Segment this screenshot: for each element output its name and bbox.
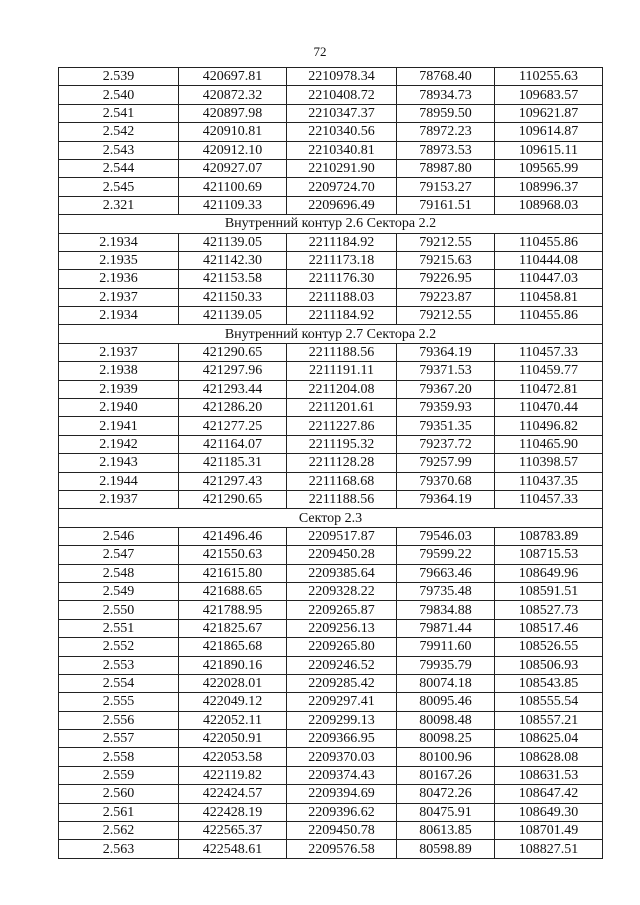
table-row: [59, 564, 603, 582]
y-coordinate-cell: 2210340.56: [287, 123, 397, 141]
y-local-cell: 110472.81: [495, 380, 603, 398]
coordinates-table-body: [59, 68, 603, 859]
y-local-cell: 108557.21: [495, 711, 603, 729]
x-coordinate-cell: 422428.19: [179, 803, 287, 821]
point-number-cell: 2.1935: [59, 251, 179, 269]
x-coordinate-cell: 421150.33: [179, 288, 287, 306]
table-row: [59, 399, 603, 417]
point-number-cell: 2.1942: [59, 435, 179, 453]
point-number-cell: 2.1934: [59, 233, 179, 251]
x-coordinate-cell: 421788.95: [179, 601, 287, 619]
point-number-cell: 2.562: [59, 822, 179, 840]
x-local-cell: 79911.60: [397, 638, 495, 656]
point-number-cell: 2.561: [59, 803, 179, 821]
section-header-row: [59, 325, 603, 343]
x-local-cell: 79546.03: [397, 527, 495, 545]
y-local-cell: 109614.87: [495, 123, 603, 141]
y-local-cell: 108715.53: [495, 546, 603, 564]
table-row: [59, 86, 603, 104]
x-local-cell: 80167.26: [397, 766, 495, 784]
point-number-cell: 2.547: [59, 546, 179, 564]
table-row: [59, 619, 603, 637]
x-local-cell: 78934.73: [397, 86, 495, 104]
x-local-cell: 79871.44: [397, 619, 495, 637]
section-header: Внутренний контур 2.6 Сектора 2.2: [59, 215, 603, 233]
y-local-cell: 108968.03: [495, 196, 603, 214]
point-number-cell: 2.551: [59, 619, 179, 637]
y-local-cell: 110437.35: [495, 472, 603, 490]
table-row: [59, 785, 603, 803]
point-number-cell: 2.563: [59, 840, 179, 858]
x-coordinate-cell: 421550.63: [179, 546, 287, 564]
y-coordinate-cell: 2210347.37: [287, 104, 397, 122]
x-coordinate-cell: 422049.12: [179, 693, 287, 711]
y-coordinate-cell: 2209374.43: [287, 766, 397, 784]
y-coordinate-cell: 2211176.30: [287, 270, 397, 288]
section-header: Сектор 2.3: [59, 509, 603, 527]
table-row: [59, 435, 603, 453]
y-local-cell: 110459.77: [495, 362, 603, 380]
x-coordinate-cell: 421153.58: [179, 270, 287, 288]
x-coordinate-cell: 421139.05: [179, 307, 287, 325]
table-row: [59, 288, 603, 306]
table-row: [59, 362, 603, 380]
x-coordinate-cell: 420872.32: [179, 86, 287, 104]
point-number-cell: 2.1937: [59, 343, 179, 361]
x-local-cell: 80472.26: [397, 785, 495, 803]
x-local-cell: 78959.50: [397, 104, 495, 122]
y-coordinate-cell: 2211227.86: [287, 417, 397, 435]
table-row: [59, 454, 603, 472]
y-coordinate-cell: 2211204.08: [287, 380, 397, 398]
table-row: [59, 730, 603, 748]
x-coordinate-cell: 421185.31: [179, 454, 287, 472]
y-local-cell: 108631.53: [495, 766, 603, 784]
y-coordinate-cell: 2209696.49: [287, 196, 397, 214]
x-local-cell: 79364.19: [397, 343, 495, 361]
x-coordinate-cell: 421286.20: [179, 399, 287, 417]
point-number-cell: 2.558: [59, 748, 179, 766]
point-number-cell: 2.1944: [59, 472, 179, 490]
y-coordinate-cell: 2209285.42: [287, 674, 397, 692]
y-local-cell: 108783.89: [495, 527, 603, 545]
y-local-cell: 110444.08: [495, 251, 603, 269]
point-number-cell: 2.1943: [59, 454, 179, 472]
x-local-cell: 79212.55: [397, 233, 495, 251]
x-coordinate-cell: 420912.10: [179, 141, 287, 159]
section-header-row: [59, 509, 603, 527]
y-coordinate-cell: 2209450.28: [287, 546, 397, 564]
y-local-cell: 110457.33: [495, 490, 603, 508]
x-coordinate-cell: 421290.65: [179, 343, 287, 361]
x-local-cell: 79153.27: [397, 178, 495, 196]
y-coordinate-cell: 2211184.92: [287, 307, 397, 325]
y-local-cell: 110447.03: [495, 270, 603, 288]
table-row: [59, 840, 603, 858]
x-coordinate-cell: 420697.81: [179, 68, 287, 86]
point-number-cell: 2.549: [59, 582, 179, 600]
y-coordinate-cell: 2209394.69: [287, 785, 397, 803]
y-coordinate-cell: 2211188.03: [287, 288, 397, 306]
y-coordinate-cell: 2209246.52: [287, 656, 397, 674]
point-number-cell: 2.555: [59, 693, 179, 711]
point-number-cell: 2.1938: [59, 362, 179, 380]
x-local-cell: 79834.88: [397, 601, 495, 619]
x-coordinate-cell: 421142.30: [179, 251, 287, 269]
table-row: [59, 472, 603, 490]
x-local-cell: 78972.23: [397, 123, 495, 141]
point-number-cell: 2.544: [59, 159, 179, 177]
y-local-cell: 108555.54: [495, 693, 603, 711]
point-number-cell: 2.552: [59, 638, 179, 656]
point-number-cell: 2.321: [59, 196, 179, 214]
x-local-cell: 79226.95: [397, 270, 495, 288]
x-local-cell: 80098.48: [397, 711, 495, 729]
table-row: [59, 417, 603, 435]
x-local-cell: 79212.55: [397, 307, 495, 325]
coordinates-table: [58, 67, 603, 859]
y-local-cell: 108526.55: [495, 638, 603, 656]
y-coordinate-cell: 2209265.80: [287, 638, 397, 656]
x-coordinate-cell: 422548.61: [179, 840, 287, 858]
x-coordinate-cell: 421688.65: [179, 582, 287, 600]
y-coordinate-cell: 2211201.61: [287, 399, 397, 417]
point-number-cell: 2.1939: [59, 380, 179, 398]
x-coordinate-cell: 421164.07: [179, 435, 287, 453]
y-coordinate-cell: 2209370.03: [287, 748, 397, 766]
y-local-cell: 110465.90: [495, 435, 603, 453]
table-row: [59, 527, 603, 545]
y-local-cell: 108543.85: [495, 674, 603, 692]
y-local-cell: 108625.04: [495, 730, 603, 748]
y-local-cell: 109565.99: [495, 159, 603, 177]
table-row: [59, 638, 603, 656]
x-local-cell: 79370.68: [397, 472, 495, 490]
x-local-cell: 80074.18: [397, 674, 495, 692]
x-local-cell: 80098.25: [397, 730, 495, 748]
y-coordinate-cell: 2210978.34: [287, 68, 397, 86]
point-number-cell: 2.540: [59, 86, 179, 104]
x-local-cell: 79599.22: [397, 546, 495, 564]
y-local-cell: 110457.33: [495, 343, 603, 361]
table-row: [59, 656, 603, 674]
table-row: [59, 766, 603, 784]
x-coordinate-cell: 422119.82: [179, 766, 287, 784]
y-coordinate-cell: 2209256.13: [287, 619, 397, 637]
table-row: [59, 601, 603, 619]
x-local-cell: 79161.51: [397, 196, 495, 214]
y-local-cell: 110496.82: [495, 417, 603, 435]
y-local-cell: 110255.63: [495, 68, 603, 86]
y-local-cell: 108827.51: [495, 840, 603, 858]
table-row: [59, 803, 603, 821]
point-number-cell: 2.1940: [59, 399, 179, 417]
table-row: [59, 159, 603, 177]
x-coordinate-cell: 421139.05: [179, 233, 287, 251]
y-coordinate-cell: 2209450.78: [287, 822, 397, 840]
point-number-cell: 2.557: [59, 730, 179, 748]
y-local-cell: 108701.49: [495, 822, 603, 840]
point-number-cell: 2.553: [59, 656, 179, 674]
y-coordinate-cell: 2209328.22: [287, 582, 397, 600]
x-local-cell: 79215.63: [397, 251, 495, 269]
x-local-cell: 80598.89: [397, 840, 495, 858]
table-row: [59, 674, 603, 692]
x-coordinate-cell: 421496.46: [179, 527, 287, 545]
point-number-cell: 2.550: [59, 601, 179, 619]
y-coordinate-cell: 2209385.64: [287, 564, 397, 582]
point-number-cell: 2.546: [59, 527, 179, 545]
y-coordinate-cell: 2211168.68: [287, 472, 397, 490]
x-coordinate-cell: 422565.37: [179, 822, 287, 840]
y-coordinate-cell: 2211191.11: [287, 362, 397, 380]
y-local-cell: 110470.44: [495, 399, 603, 417]
x-local-cell: 79935.79: [397, 656, 495, 674]
table-row: [59, 68, 603, 86]
y-local-cell: 108517.46: [495, 619, 603, 637]
point-number-cell: 2.542: [59, 123, 179, 141]
y-coordinate-cell: 2211195.32: [287, 435, 397, 453]
point-number-cell: 2.541: [59, 104, 179, 122]
y-local-cell: 108591.51: [495, 582, 603, 600]
x-local-cell: 79367.20: [397, 380, 495, 398]
table-row: [59, 123, 603, 141]
y-coordinate-cell: 2210291.90: [287, 159, 397, 177]
point-number-cell: 2.554: [59, 674, 179, 692]
y-coordinate-cell: 2209299.13: [287, 711, 397, 729]
x-local-cell: 79735.48: [397, 582, 495, 600]
y-local-cell: 110458.81: [495, 288, 603, 306]
x-coordinate-cell: 420910.81: [179, 123, 287, 141]
y-local-cell: 110455.86: [495, 307, 603, 325]
table-row: [59, 196, 603, 214]
x-local-cell: 79223.87: [397, 288, 495, 306]
table-row: [59, 582, 603, 600]
y-coordinate-cell: 2209724.70: [287, 178, 397, 196]
x-coordinate-cell: 422028.01: [179, 674, 287, 692]
x-coordinate-cell: 421293.44: [179, 380, 287, 398]
section-header-row: [59, 215, 603, 233]
x-local-cell: 80095.46: [397, 693, 495, 711]
table-row: [59, 546, 603, 564]
x-local-cell: 78973.53: [397, 141, 495, 159]
table-row: [59, 380, 603, 398]
y-coordinate-cell: 2211188.56: [287, 343, 397, 361]
table-row: [59, 307, 603, 325]
y-local-cell: 108506.93: [495, 656, 603, 674]
y-local-cell: 110398.57: [495, 454, 603, 472]
x-local-cell: 80613.85: [397, 822, 495, 840]
x-local-cell: 79364.19: [397, 490, 495, 508]
point-number-cell: 2.1934: [59, 307, 179, 325]
point-number-cell: 2.543: [59, 141, 179, 159]
x-coordinate-cell: 421865.68: [179, 638, 287, 656]
section-header: Внутренний контур 2.7 Сектора 2.2: [59, 325, 603, 343]
y-local-cell: 108628.08: [495, 748, 603, 766]
point-number-cell: 2.1937: [59, 490, 179, 508]
x-coordinate-cell: 422052.11: [179, 711, 287, 729]
point-number-cell: 2.560: [59, 785, 179, 803]
y-coordinate-cell: 2211188.56: [287, 490, 397, 508]
x-local-cell: 80100.96: [397, 748, 495, 766]
y-local-cell: 109683.57: [495, 86, 603, 104]
table-row: [59, 711, 603, 729]
point-number-cell: 2.1941: [59, 417, 179, 435]
y-coordinate-cell: 2209297.41: [287, 693, 397, 711]
x-coordinate-cell: 421277.25: [179, 417, 287, 435]
y-local-cell: 110455.86: [495, 233, 603, 251]
table-row: [59, 178, 603, 196]
x-coordinate-cell: 421297.96: [179, 362, 287, 380]
y-coordinate-cell: 2211173.18: [287, 251, 397, 269]
y-local-cell: 108649.96: [495, 564, 603, 582]
point-number-cell: 2.556: [59, 711, 179, 729]
table-row: [59, 251, 603, 269]
x-coordinate-cell: 421615.80: [179, 564, 287, 582]
point-number-cell: 2.559: [59, 766, 179, 784]
x-local-cell: 79257.99: [397, 454, 495, 472]
x-coordinate-cell: 421290.65: [179, 490, 287, 508]
y-local-cell: 108996.37: [495, 178, 603, 196]
y-coordinate-cell: 2209265.87: [287, 601, 397, 619]
y-local-cell: 108647.42: [495, 785, 603, 803]
y-coordinate-cell: 2211184.92: [287, 233, 397, 251]
table-row: [59, 490, 603, 508]
x-local-cell: 79237.72: [397, 435, 495, 453]
x-local-cell: 79371.53: [397, 362, 495, 380]
y-coordinate-cell: 2210340.81: [287, 141, 397, 159]
point-number-cell: 2.545: [59, 178, 179, 196]
table-row: [59, 233, 603, 251]
y-coordinate-cell: 2209576.58: [287, 840, 397, 858]
table-row: [59, 822, 603, 840]
y-local-cell: 109621.87: [495, 104, 603, 122]
point-number-cell: 2.1937: [59, 288, 179, 306]
x-local-cell: 78768.40: [397, 68, 495, 86]
x-coordinate-cell: 422053.58: [179, 748, 287, 766]
x-local-cell: 80475.91: [397, 803, 495, 821]
x-local-cell: 79351.35: [397, 417, 495, 435]
x-coordinate-cell: 421825.67: [179, 619, 287, 637]
y-local-cell: 108649.30: [495, 803, 603, 821]
x-coordinate-cell: 420927.07: [179, 159, 287, 177]
table-row: [59, 693, 603, 711]
x-coordinate-cell: 421109.33: [179, 196, 287, 214]
table-row: [59, 104, 603, 122]
y-coordinate-cell: 2210408.72: [287, 86, 397, 104]
table-row: [59, 270, 603, 288]
table-row: [59, 141, 603, 159]
y-coordinate-cell: 2209396.62: [287, 803, 397, 821]
point-number-cell: 2.539: [59, 68, 179, 86]
x-coordinate-cell: 422050.91: [179, 730, 287, 748]
y-local-cell: 108527.73: [495, 601, 603, 619]
x-local-cell: 79663.46: [397, 564, 495, 582]
x-coordinate-cell: 421297.43: [179, 472, 287, 490]
y-coordinate-cell: 2209517.87: [287, 527, 397, 545]
x-local-cell: 79359.93: [397, 399, 495, 417]
y-coordinate-cell: 2211128.28: [287, 454, 397, 472]
x-coordinate-cell: 422424.57: [179, 785, 287, 803]
x-local-cell: 78987.80: [397, 159, 495, 177]
point-number-cell: 2.548: [59, 564, 179, 582]
x-coordinate-cell: 420897.98: [179, 104, 287, 122]
y-local-cell: 109615.11: [495, 141, 603, 159]
x-coordinate-cell: 421890.16: [179, 656, 287, 674]
table-row: [59, 343, 603, 361]
x-coordinate-cell: 421100.69: [179, 178, 287, 196]
table-row: [59, 748, 603, 766]
point-number-cell: 2.1936: [59, 270, 179, 288]
y-coordinate-cell: 2209366.95: [287, 730, 397, 748]
page-number: 72: [313, 44, 327, 59]
